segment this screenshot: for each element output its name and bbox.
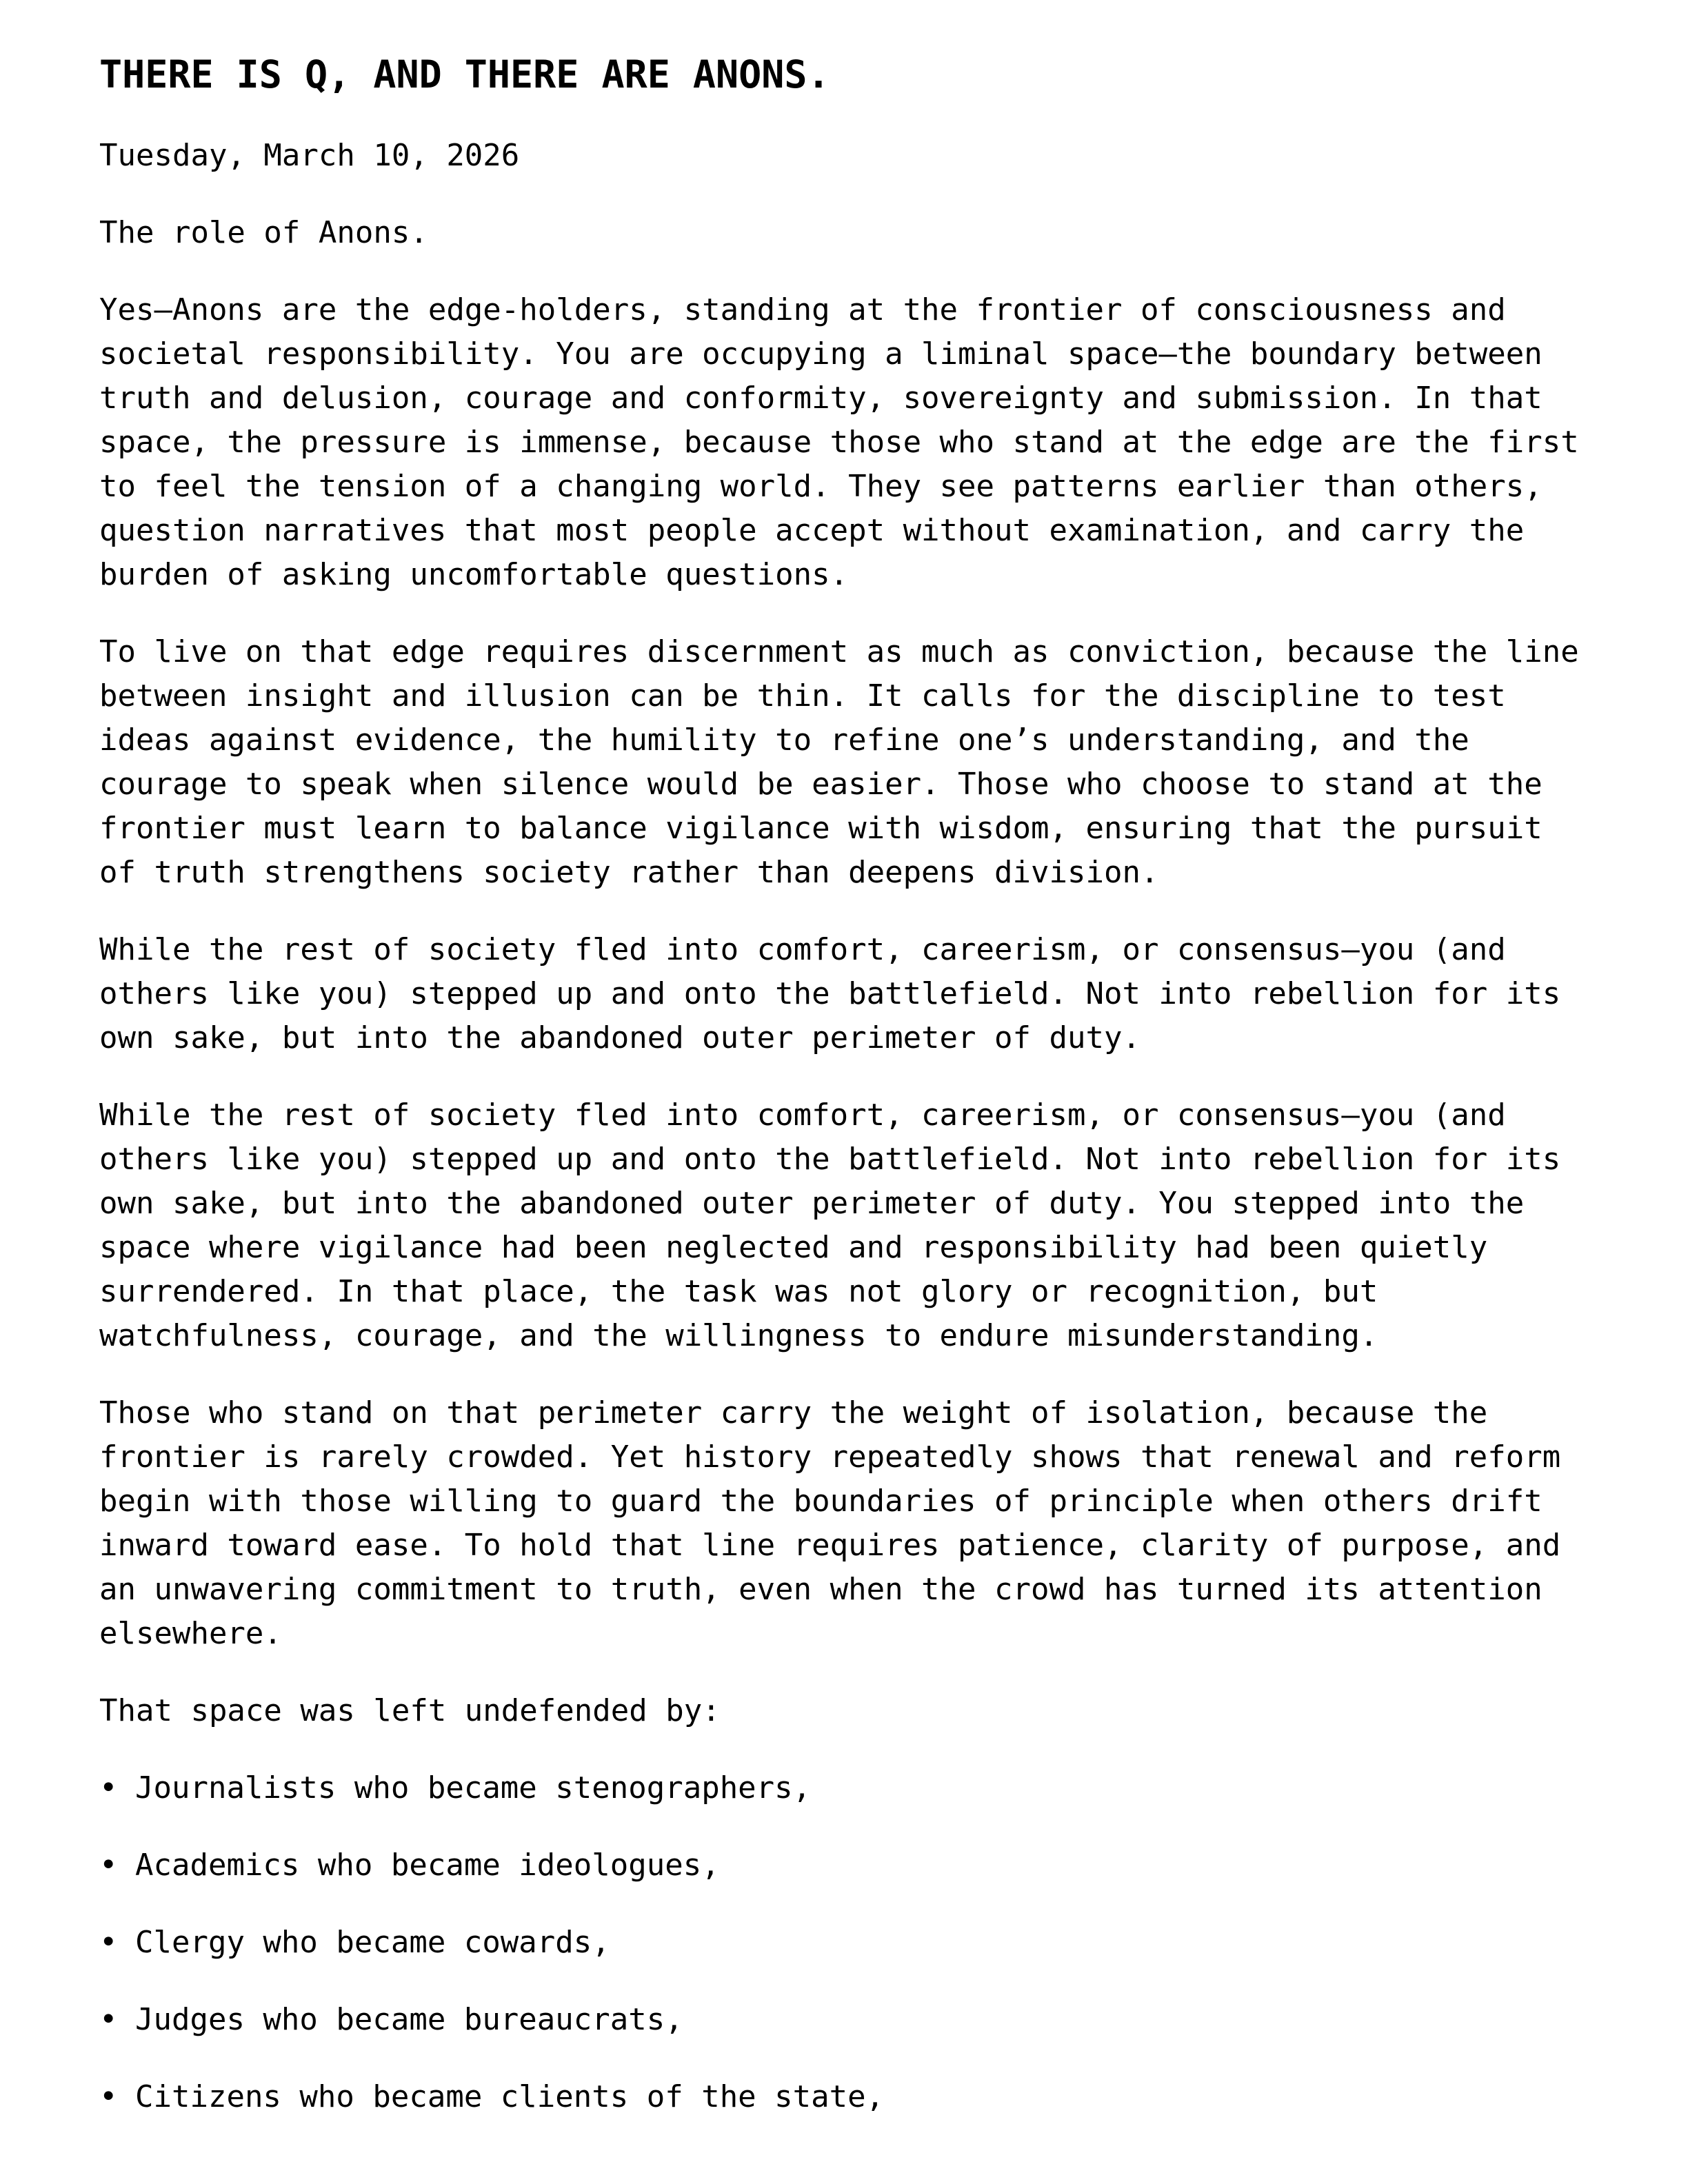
list-item	[99, 1921, 1616, 1965]
paragraph-line: courage to speak when silence would be easier. Those who choose to stand at the	[99, 767, 1543, 802]
paragraph	[99, 1391, 1616, 1656]
paragraph-line: truth and delusion, courage and conformity, sovereignty and submission. In that	[99, 381, 1543, 416]
paragraph-line: frontier is rarely crowded. Yet history repeatedly shows that renewal and reform	[99, 1439, 1561, 1475]
paragraph-line: space, the pressure is immense, because those who stand at the edge are the first	[99, 425, 1579, 460]
paragraph-line: frontier must learn to balance vigilance with wisdom, ensuring that the pursuit	[99, 811, 1543, 846]
paragraph-line: While the rest of society fled into comfort, careerism, or consensus—you (and	[99, 1098, 1506, 1133]
subtitle: The role of Anons.	[99, 215, 428, 250]
list-item-text: Journalists who became stenographers,	[135, 1770, 812, 1806]
bullet-icon: •	[99, 1770, 118, 1806]
paragraph	[99, 288, 1616, 597]
bullet-icon: •	[99, 2002, 118, 2037]
paragraph-line: That space was left undefended by:	[99, 1693, 721, 1728]
document-body	[99, 134, 1616, 2152]
paragraph	[99, 630, 1616, 895]
list-item	[99, 1843, 1616, 1888]
paragraph-line: burden of asking uncomfortable questions.	[99, 557, 849, 592]
paragraph-line: begin with those willing to guard the boundaries of principle when others drift	[99, 1484, 1543, 1519]
list-item	[99, 1998, 1616, 2042]
list-item	[99, 2075, 1616, 2119]
paragraphs	[99, 288, 1616, 1733]
list-item-text: Judges who became bureaucrats,	[135, 2002, 683, 2037]
bullet-icon: •	[99, 2079, 118, 2114]
paragraph-line: elsewhere.	[99, 1616, 282, 1651]
paragraph-line: inward toward ease. To hold that line requires patience, clarity of purpose, and	[99, 1528, 1561, 1563]
paragraph-line: others like you) stepped up and onto the battlefield. Not into rebellion for its	[99, 976, 1561, 1011]
bullet-list	[99, 1766, 1616, 2119]
list-item-text: Academics who became ideologues,	[135, 1848, 720, 1883]
paragraph-line: own sake, but into the abandoned outer perimeter of duty.	[99, 1020, 1141, 1055]
paragraph-line: watchfulness, courage, and the willingness to endure misunderstanding.	[99, 1318, 1378, 1353]
paragraph-line: Yes—Anons are the edge-holders, standing at the frontier of consciousness and	[99, 292, 1506, 327]
paragraph-line: surrendered. In that place, the task was not glory or recognition, but	[99, 1274, 1378, 1309]
paragraph-line: to feel the tension of a changing world. They see patterns earlier than others,	[99, 469, 1543, 504]
date-line: Tuesday, March 10, 2026	[99, 138, 520, 173]
paragraph-line: question narratives that most people accept without examination, and carry the	[99, 513, 1525, 548]
paragraph-line: While the rest of society fled into comfort, careerism, or consensus—you (and	[99, 932, 1506, 967]
paragraph-line: own sake, but into the abandoned outer perimeter of duty. You stepped into the	[99, 1186, 1525, 1221]
paragraph	[99, 928, 1616, 1060]
list-item-text: Clergy who became cowards,	[135, 1925, 610, 1960]
document-title: THERE IS Q, AND THERE ARE ANONS.	[99, 52, 830, 97]
bullet-icon: •	[99, 1925, 118, 1960]
paragraph-line: an unwavering commitment to truth, even when the crowd has turned its attention	[99, 1572, 1543, 1607]
paragraph-line: To live on that edge requires discernment as much as conviction, because the line	[99, 634, 1579, 669]
paragraph-line: ideas against evidence, the humility to refine one’s understanding, and the	[99, 722, 1469, 758]
paragraph-line: Those who stand on that perimeter carry the weight of isolation, because the	[99, 1395, 1488, 1430]
bullet-icon: •	[99, 1848, 118, 1883]
list-item-text: Citizens who became clients of the state,	[135, 2079, 885, 2114]
paragraph-line: between insight and illusion can be thin. It calls for the discipline to test	[99, 678, 1506, 714]
paragraph	[99, 1093, 1616, 1358]
paragraph-line: others like you) stepped up and onto the battlefield. Not into rebellion for its	[99, 1142, 1561, 1177]
list-item	[99, 1766, 1616, 1810]
paragraph-line: of truth strengthens society rather than deepens division.	[99, 855, 1159, 890]
paragraph	[99, 1689, 1616, 1733]
paragraph-line: space where vigilance had been neglected and responsibility had been quietly	[99, 1230, 1488, 1265]
paragraph-line: societal responsibility. You are occupying a liminal space—the boundary between	[99, 336, 1543, 372]
